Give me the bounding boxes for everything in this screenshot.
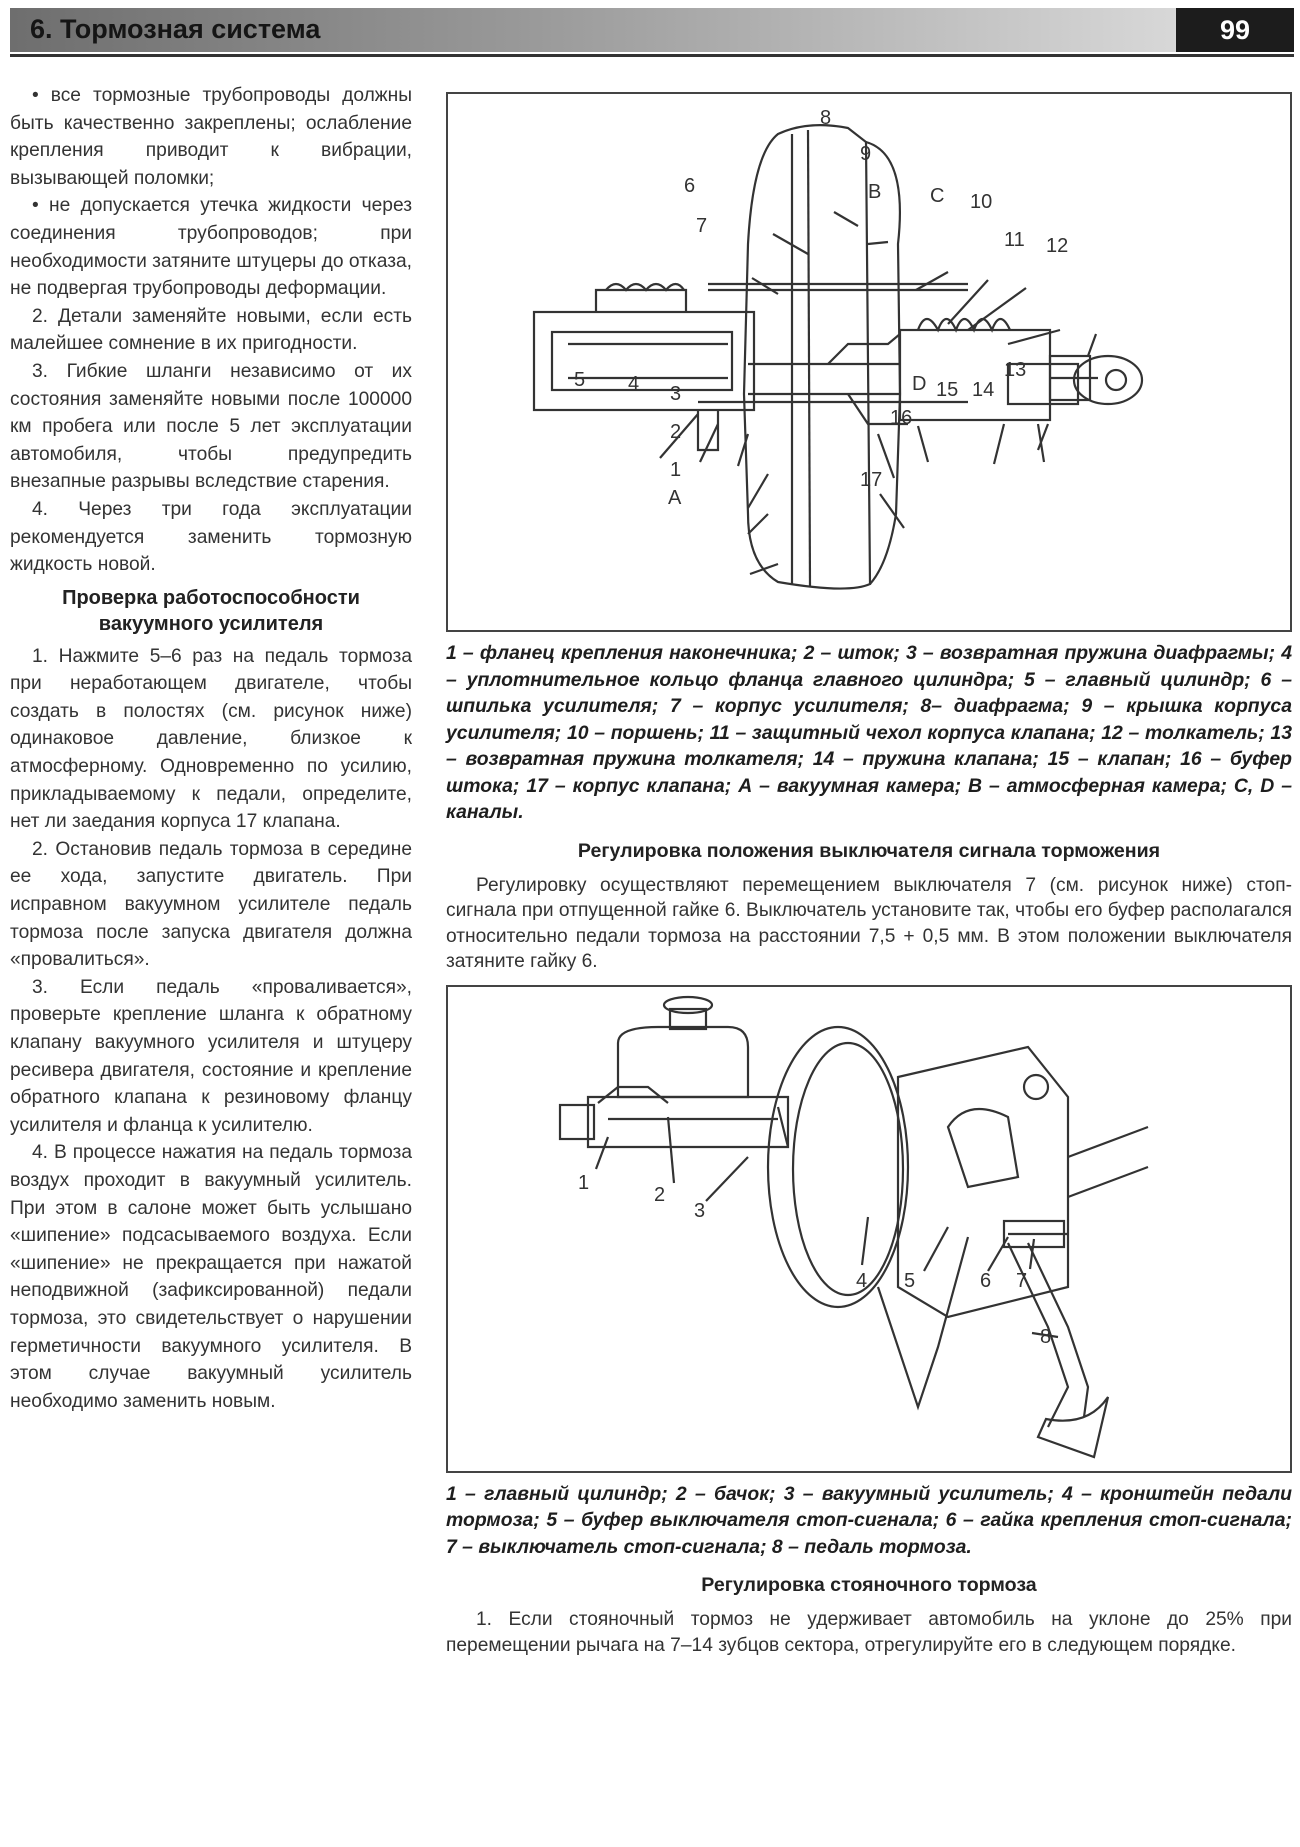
callout-17: 17: [860, 469, 883, 491]
callout-7: 7: [1016, 1269, 1028, 1292]
left-column: [10, 82, 412, 1415]
paragraph: Регулировку осуществляют перемещением выключателя 7 (см. рисунок ниже) стоп-сигнала при отпущенной гайке 6. Выключатель установите так, чтобы его буфер располагался относительно педали тормоза на расстоянии 7,5 + 0,5 мм. В этом положении выключателя затяните гайку 6.: [446, 874, 1292, 972]
paragraph: 1. Если стояночный тормоз не удерживает автомобиль на уклоне до 25% при перемещении рычага на 7–14 зубцов сектора, отрегулируйте его в следующем порядке.: [446, 1609, 1292, 1656]
callout-7: 7: [696, 215, 708, 237]
callout-4: 4: [628, 373, 640, 395]
section-heading-brake-switch: Регулировка положения выключателя сигнала торможения: [577, 839, 1161, 862]
callout-1: 1: [670, 459, 682, 481]
paragraph: 3. Гибкие шланги независимо от их состояния заменяйте новыми после 100000 км пробега или после 5 лет эксплуатации автомобиля, чтобы предупредить внезапные разрывы вследствие старения.: [10, 360, 412, 493]
paragraph: 3. Если педаль «проваливается», проверьте крепление шланга к обратному клапану вакуумного усилителя и штуцеру ресивера двигателя, состояние и крепление обратного клапана к резиновому фланцу усилителя и фланца к усилителю.: [10, 976, 412, 1136]
page-header: [10, 8, 1294, 56]
callout-5: 5: [904, 1269, 916, 1292]
callout-1: 1: [578, 1171, 590, 1194]
paragraph: 4. В процессе нажатия на педаль тормоза воздух проходит в вакуумный усилитель. При этом в салоне может быть услышано «шипение» подсасываемого воздуха. Если «шипение» не прекращается при нажатой неподвижной (зафиксированной) педали тормоза, это свидетельствует о нарушении герметичности вакуумного усилителя. В этом случае вакуумный усилитель необходимо заменить новым.: [10, 1142, 412, 1412]
paragraph: 4. Через три года эксплуатации рекомендуется заменить тормозную жидкость новой.: [10, 498, 412, 576]
right-column: [446, 92, 1292, 1668]
brake-pedal-drawing: [448, 987, 1290, 1467]
figure-brake-pedal-assembly: [446, 985, 1292, 1473]
figure-vacuum-booster: [446, 92, 1292, 632]
callout-2: 2: [670, 421, 682, 443]
callout-2: 2: [654, 1183, 666, 1206]
paragraph: 2. Детали заменяйте новыми, если есть малейшее сомнение в их пригодности.: [10, 305, 412, 355]
vacuum-booster-drawing: [448, 94, 1290, 626]
callout-10: 10: [970, 191, 993, 213]
section-heading-parking-brake: Регулировка стояночного тормоза: [701, 1574, 1037, 1596]
figure1-caption: 1 – фланец крепления наконечника; 2 – шток; 3 – возвратная пружина диафрагмы; 4 – уплотнительное кольцо фланца главного цилиндра; 5 – главный цилиндр; 6 – шпилька усилителя; 7 – корпус усилителя; 8– диафрагма; 9 – крышка корпуса усилителя; 10 – поршень; 11 – защитный чехол корпуса клапана; 12 – толкатель; 13 – возвратная пружина толкателя; 14 – пружина клапана; 15 – клапан; 16 – буфер штока; 17 – корпус клапана; А – вакуумная камера; В – атмосферная камера; С, D – каналы.: [446, 642, 1292, 823]
callout-6: 6: [684, 175, 696, 197]
callout-5: 5: [574, 369, 586, 391]
callout-3: 3: [670, 383, 682, 405]
callout-c: C: [930, 185, 945, 207]
figure2-caption: 1 – главный цилиндр; 2 – бачок; 3 – вакуумный усилитель; 4 – кронштейн педали тормоза; 5 – буфер выключателя стоп-сигнала; 6 – гайка крепления стоп-сигнала; 7 – выключатель стоп-сигнала; 8 – педаль тормоза.: [446, 1482, 1292, 1558]
paragraph: • все тормозные трубопроводы должны быть качественно закреплены; ослабление крепления приводит к вибрации, вызывающей поломки;: [10, 85, 412, 189]
callout-15: 15: [936, 379, 959, 401]
callout-14: 14: [972, 379, 995, 401]
callout-13: 13: [1004, 359, 1027, 381]
callout-6: 6: [980, 1269, 992, 1292]
callout-9: 9: [860, 143, 872, 165]
page-number: 99: [1176, 8, 1294, 52]
header-rule: [10, 54, 1294, 57]
callout-4: 4: [856, 1269, 868, 1292]
callout-b: B: [868, 181, 882, 203]
callout-16: 16: [890, 407, 913, 429]
callout-12: 12: [1046, 235, 1069, 257]
callout-11: 11: [1004, 229, 1025, 251]
section-heading-vacuum-booster: Проверка работоспособности вакуумного усилителя: [62, 586, 360, 635]
chapter-title: 6. Тормозная система: [30, 14, 321, 44]
header-bar: [10, 8, 1180, 52]
paragraph: 1. Нажмите 5–6 раз на педаль тормоза при неработающем двигателе, чтобы создать в полостях (см. рисунок ниже) одинаковое давление, близкое к атмосферному. Одновременно по усилию, прикладываемому к педали, определите, нет ли заедания корпуса 17 клапана.: [10, 645, 412, 833]
callout-3: 3: [694, 1199, 706, 1222]
callout-8: 8: [820, 107, 832, 129]
callout-a: A: [668, 487, 682, 509]
paragraph: • не допускается утечка жидкости через соединения трубопроводов; при необходимости затяните штуцеры до отказа, не подвергая трубопроводы деформации.: [10, 195, 412, 300]
paragraph: 2. Остановив педаль тормоза в середине ее хода, запустите двигатель. При исправном вакуумном усилителе педаль тормоза после запуска двигателя должна «провалиться».: [10, 838, 412, 971]
callout-8: 8: [1040, 1325, 1052, 1348]
callout-d: D: [912, 373, 927, 395]
